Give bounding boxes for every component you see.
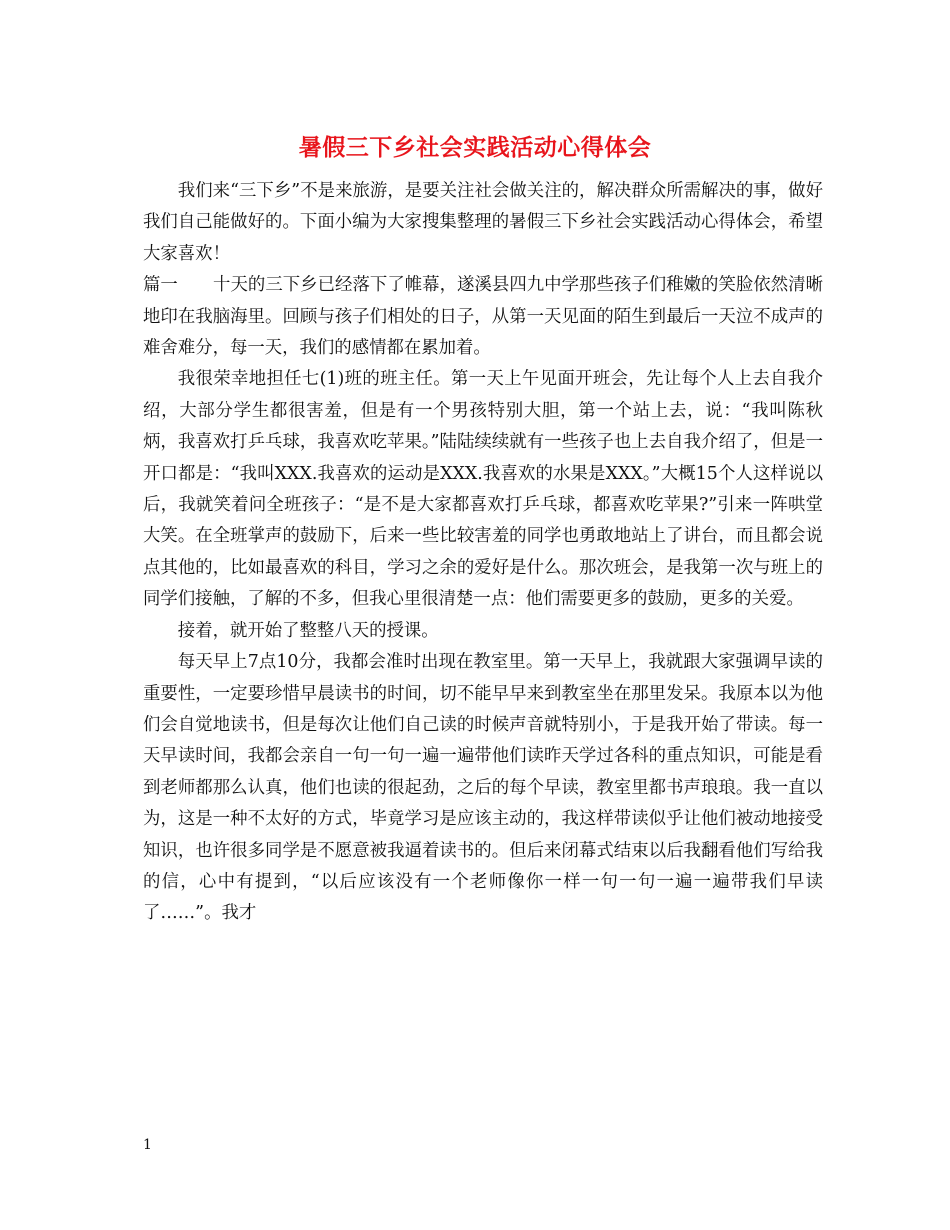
section-one-text: 十天的三下乡已经落下了帷幕，遂溪县四九中学那些孩子们稚嫩的笑脸依然清晰地印在我脑海里。回顾与孩子们相处的日子，从第一天见面的陌生到最后一天泣不成声的难舍难分，每一天，我们的感情都在累加着。 [143, 275, 823, 359]
section-label: 篇一 [143, 275, 178, 296]
body-paragraph: 每天早上7点10分，我都会准时出现在教室里。第一天早上，我就跟大家强调早读的重要性，一定要珍惜早晨读书的时间，切不能早早来到教室坐在那里发呆。我原本以为他们会自觉地读书，但是每次让他们自己读的时候声音就特别小，于是我开始了带读。每一天早读时间，我都会亲自一句一句一遍一遍带他们读昨天学过各科的重点知识，可能是看到老师都那么认真，他们也读的很起劲，之后的每个早读，教室里都书声琅琅。我一直以为，这是一种不太好的方式，毕竟学习是应该主动的，我这样带读似乎让他们被动地接受知识，也许很多同学是不愿意被我逼着读书的。但后来闭幕式结束以后我翻看他们写给我的信，心中有提到，“以后应该没有一个老师像你一样一句一句一遍一遍带我们早读了……”。我才 [143, 652, 823, 924]
document-title: 暑假三下乡社会实践活动心得体会 [298, 134, 652, 161]
page-number: 1 [143, 1137, 152, 1153]
document-body [143, 176, 823, 930]
intro-paragraph: 我们来“三下乡”不是来旅游，是要关注社会做关注的，解决群众所需解决的事，做好我们自己能做好的。下面小编为大家搜集整理的暑假三下乡社会实践活动心得体会，希望大家喜欢！ [143, 181, 823, 264]
body-paragraph: 我很荣幸地担任七(1)班的班主任。第一天上午见面开班会，先让每个人上去自我介绍，大部分学生都很害羞，但是有一个男孩特别大胆，第一个站上去，说：“我叫陈秋炳，我喜欢打乒乓球，我喜欢吃苹果。”陆陆续续就有一些孩子也上去自我介绍了，但是一开口都是：“我叫XXX.我喜欢的运动是XXX.我喜欢的水果是XXX。”大概15个人这样说以后，我就笑着问全班孩子：“是不是大家都喜欢打乒乓球，都喜欢吃苹果?”引来一阵哄堂大笑。在全班掌声的鼓励下，后来一些比较害羞的同学也勇敢地站上了讲台，而且都会说点其他的，比如最喜欢的科目，学习之余的爱好是什么。那次班会，是我第一次与班上的同学们接触，了解的不多，但我心里很清楚一点：他们需要更多的鼓励，更多的关爱。 [143, 369, 823, 610]
body-paragraph: 接着，就开始了整整八天的授课。 [177, 620, 439, 641]
section-one-paragraph [143, 270, 823, 364]
